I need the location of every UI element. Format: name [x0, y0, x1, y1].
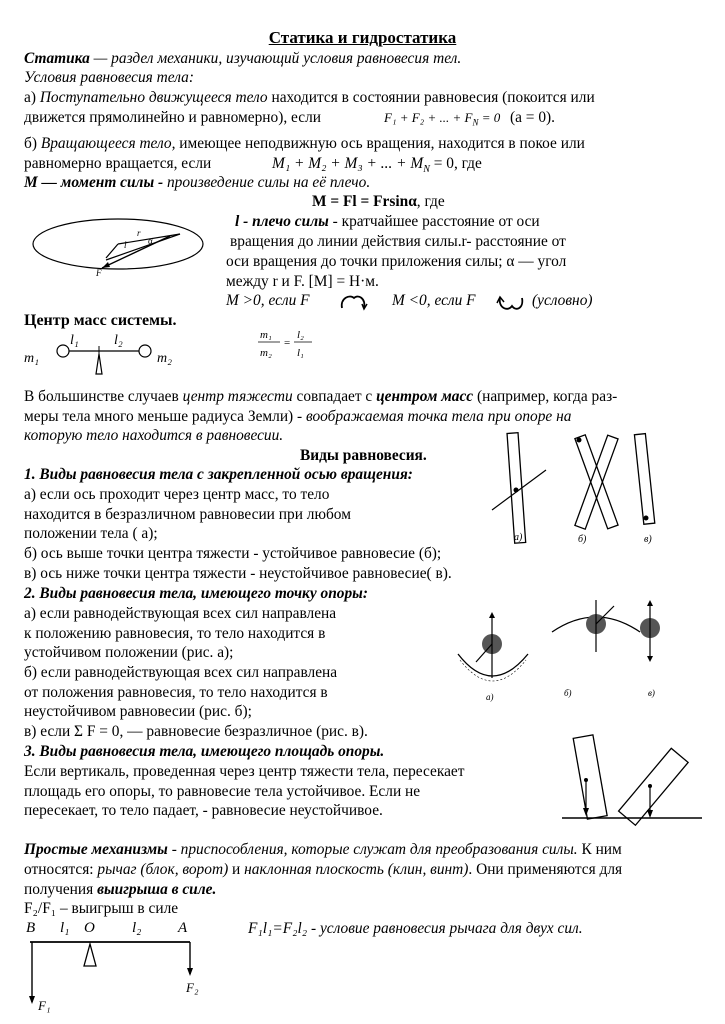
- s2-line3: устойчивом положении (рис. а);: [24, 644, 234, 661]
- svg-text:r: r: [137, 228, 141, 238]
- conditions-heading: Условия равновесия тела:: [24, 69, 194, 86]
- s2-line1: а) если равнодействующая всех сил направлена: [24, 605, 337, 622]
- arm-line3: оси вращения до точки приложения силы; α — угол: [226, 253, 567, 270]
- svg-text:а): а): [486, 692, 494, 702]
- statics-definition: [24, 49, 461, 68]
- cw-rotation-icon: [496, 294, 526, 314]
- svg-text:l₂: l₂: [114, 333, 123, 348]
- statics-term: Статика: [24, 50, 90, 67]
- sign-positive: M >0, если F: [226, 292, 310, 309]
- svg-text:в): в): [648, 688, 655, 698]
- svg-text:в): в): [644, 534, 652, 545]
- s1-line-a1: а) если ось проходит через центр масс, то тело: [24, 486, 330, 503]
- svg-text:б): б): [578, 534, 587, 545]
- cond-a-line1: а) Поступательно движущееся тело находится в состоянии равновесия (покоится или: [24, 89, 595, 106]
- com-ratio-formula: [256, 322, 336, 368]
- simple-line1: Простые механизмы - приспособления, которые служат для преобразования силы. К ним: [24, 841, 622, 858]
- support-point-figures: [452, 598, 682, 708]
- moment-definition: M — момент силы - произведение силы на её плечо.: [24, 174, 371, 191]
- s3-line3: пересекает, то тело падает, - равновесие неустойчивое.: [24, 802, 383, 819]
- svg-text:F₂: F₂: [186, 980, 199, 995]
- moment-formula: M = Fl = Frsinα, где: [312, 193, 445, 210]
- kinds-section-3: 3. Виды равновесия тела, имеющего площадь опоры.: [24, 743, 385, 760]
- cond-b-line2: равномерно вращается, если: [24, 155, 212, 172]
- kinds-heading: Виды равновесия.: [300, 447, 427, 464]
- page-title: Статика и гидростатика: [268, 28, 457, 47]
- svg-text:F: F: [96, 268, 102, 278]
- conditional-note: (условно): [532, 292, 593, 309]
- arm-line4: между r и F. [M] = Н·м.: [226, 273, 379, 290]
- lever-condition: F₁l₁=F₂l₂ - условие равновесия рычага для двух сил.: [248, 920, 583, 937]
- s3-line2: площадь его опоры, то равновесие тела устойчивое. Если не: [24, 783, 421, 800]
- kinds-section-2: 2. Виды равновесия тела, имеющего точку опоры:: [24, 585, 368, 602]
- svg-text:=: =: [284, 337, 291, 349]
- accel-condition: (a = 0).: [510, 109, 555, 126]
- svg-text:m₂: m₂: [157, 351, 172, 366]
- svg-text:B: B: [26, 920, 36, 936]
- fixed-axis-figures: [486, 430, 686, 550]
- s3-line1: Если вертикаль, проведенная через центр тяжести тела, пересекает: [24, 763, 465, 780]
- gravity-line1: В большинстве случаев центр тяжести совпадает с центром масс (например, когда раз-: [24, 388, 618, 405]
- lever-diagram: [22, 916, 222, 1016]
- svg-text:l₂: l₂: [132, 920, 142, 936]
- simple-line2: относятся: рычаг (блок, ворот) и наклонная плоскость (клин, винт). Они применяются для: [24, 861, 623, 878]
- svg-text:m₁: m₁: [260, 329, 272, 341]
- s2-line2: к положению равновесия, то тело находится в: [24, 625, 326, 642]
- sign-negative: M <0, если F: [392, 292, 476, 309]
- disc-torque-diagram: [30, 210, 210, 290]
- s1-line-a3: положении тела ( а);: [24, 525, 158, 542]
- statics-def: — раздел механики, изучающий условия равновесия тел.: [89, 50, 462, 67]
- com-heading: Центр масс системы.: [24, 312, 177, 329]
- svg-text:l₁: l₁: [70, 333, 79, 348]
- force-sum-formula: F₁ + F₂ + ... + $F_N = 0$: [384, 110, 501, 128]
- s1-line-a2: находится в безразличном равновесии при любом: [24, 506, 351, 523]
- s1-line-b: б) ось выше точки центра тяжести - устойчивое равновесие (б);: [24, 545, 442, 562]
- gravity-line2: меры тела много меньше радиуса Земли) - воображаемая точка тела при опоре на: [24, 408, 572, 425]
- svg-text:α: α: [148, 236, 153, 246]
- s2-line5: от положения равновесия, то тело находится в: [24, 684, 328, 701]
- simple-line3: получения выигрыша в силе.: [24, 881, 217, 898]
- svg-text:l: l: [124, 240, 127, 250]
- s2-line7: в) если Σ F = 0, — равновесие безразличное (рис. в).: [24, 723, 368, 740]
- s1-line-c: в) ось ниже точки центра тяжести - неустойчивое равновесие( в).: [24, 565, 452, 582]
- arm-line1: l - плечо силы - кратчайшее расстояние от оси: [235, 213, 540, 230]
- s2-line6: неустойчивом равновесии (рис. б);: [24, 703, 252, 720]
- svg-text:а): а): [514, 532, 523, 543]
- moment-sum-formula: M₁ + M₂ + M₃ + ... + $M_N = 0$, где: [272, 155, 482, 176]
- svg-text:m₁: m₁: [24, 351, 39, 366]
- svg-text:F₁: F₁: [38, 998, 51, 1013]
- cond-a-line2: движется прямолинейно и равномерно), если: [24, 109, 322, 126]
- svg-text:l₂: l₂: [297, 329, 304, 341]
- s2-line4: б) если равнодействующая всех сил направлена: [24, 664, 338, 681]
- ccw-rotation-icon: [338, 292, 368, 312]
- kinds-section-1: 1. Виды равновесия тела с закрепленной осью вращения:: [24, 466, 413, 483]
- svg-text:l₁: l₁: [297, 347, 304, 359]
- com-diagram: [24, 330, 204, 380]
- svg-text:O: O: [84, 920, 95, 936]
- svg-text:m₂: m₂: [260, 347, 272, 359]
- cond-b-line1: б) Вращающееся тело, имеющее неподвижную ось вращения, находится в покое или: [24, 135, 585, 152]
- gravity-line3: которую тело находится в равновесии.: [24, 427, 284, 444]
- svg-text:A: A: [178, 920, 188, 936]
- force-gain: F₂/F₁ – выигрыш в силе: [24, 900, 179, 917]
- support-area-figure: [562, 728, 702, 828]
- svg-text:l₁: l₁: [60, 920, 70, 936]
- arm-line2: вращения до линии действия силы.r- расстояние от: [230, 233, 566, 250]
- svg-text:б): б): [564, 688, 572, 698]
